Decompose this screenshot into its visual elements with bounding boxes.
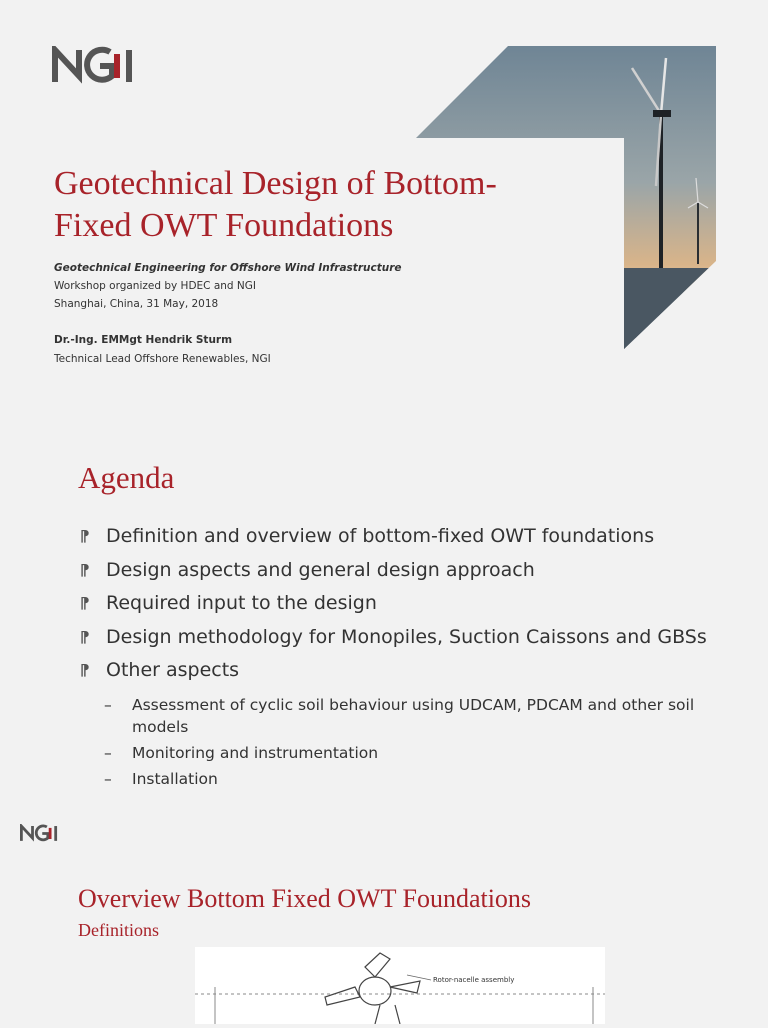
agenda-subitem: – Monitoring and instrumentation [104, 743, 379, 762]
dash-icon: – [104, 743, 112, 762]
agenda-subitems [78, 694, 738, 790]
turbine-diagram [195, 947, 605, 1024]
agenda-title: Agenda [78, 460, 175, 495]
dash-icon: – [104, 769, 112, 788]
agenda-subitem: – Installation [104, 769, 218, 788]
agenda-item: ⁋ Design methodology for Monopiles, Suction Caissons and GBSs [78, 621, 738, 655]
bullet-icon: ⁋ [80, 661, 90, 679]
bullet-icon: ⁋ [80, 594, 90, 612]
ngi-logo [52, 46, 134, 88]
agenda-subitem: – Assessment of cyclic soil behaviour using UDCAM, PDCAM and other soil models [104, 695, 695, 736]
agenda-item: ⁋ Other aspects [78, 654, 738, 688]
workshop-subtitle: Geotechnical Engineering for Offshore Wind Infrastructure [54, 262, 402, 274]
rotor-nacelle-label: Rotor-nacelle assembly [433, 976, 515, 984]
author-role: Technical Lead Offshore Renewables, NGI [54, 353, 271, 365]
agenda-list [78, 520, 738, 794]
agenda-item: ⁋ Required input to the design [78, 587, 738, 621]
dash-icon: – [104, 695, 112, 714]
overview-subtitle: Definitions [78, 920, 159, 940]
bullet-icon: ⁋ [80, 627, 90, 646]
overview-title: Overview Bottom Fixed OWT Foundations [78, 884, 532, 913]
bullet-icon: ⁋ [80, 560, 90, 579]
place-date: Shanghai, China, 31 May, 2018 [54, 298, 219, 310]
ngi-logo-small [20, 824, 58, 846]
agenda-item: ⁋ Design aspects and general design approach [78, 554, 738, 588]
author-name: Dr.-Ing. EMMgt Hendrik Sturm [54, 334, 233, 346]
bullet-icon: ⁋ [80, 527, 90, 545]
workshop-organizer: Workshop organized by HDEC and NGI [54, 280, 257, 292]
presentation-title: Geotechnical Design of Bottom-Fixed OWT Foundations [54, 165, 497, 244]
agenda-item: ⁋ Definition and overview of bottom-fixed OWT foundations [78, 520, 738, 554]
